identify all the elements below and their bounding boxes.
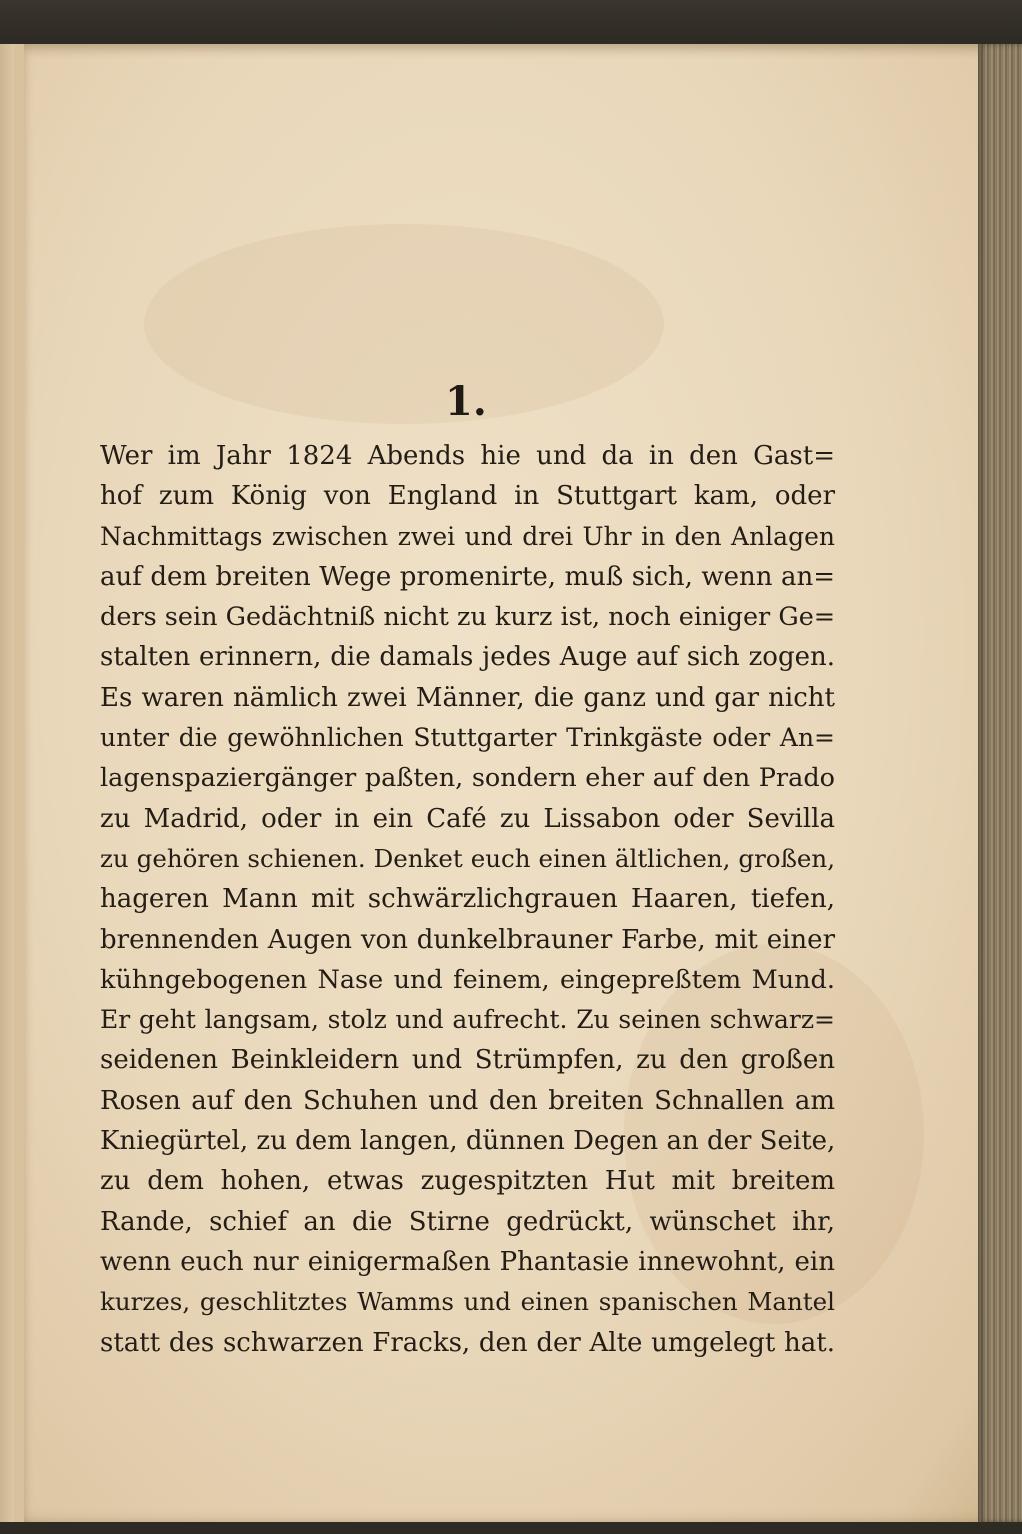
text-line: ders sein Gedächtniß nicht zu kurz ist, noch einiger Ge= <box>100 602 836 633</box>
text-line: hageren Mann mit schwärzlichgrauen Haaren, tiefen, <box>100 884 835 915</box>
text-line: Rosen auf den Schuhen und den breiten Schnallen am <box>100 1085 835 1116</box>
text-line: Es waren nämlich zwei Männer, die ganz und gar nicht <box>100 682 835 713</box>
text-line: stalten erinnern, die damals jedes Auge auf sich zogen. <box>100 642 835 673</box>
text-line: wenn euch nur einigermaßen Phantasie innewohnt, ein <box>100 1246 835 1277</box>
text-line: Rande, schief an die Stirne gedrückt, wünschet ihr, <box>100 1206 835 1237</box>
text-line: unter die gewöhnlichen Stuttgarter Trinkgäste oder An= <box>100 723 835 753</box>
text-line: brennenden Augen von dunkelbrauner Farbe, mit einer <box>100 924 835 955</box>
text-line: Nachmittags zwischen zwei und drei Uhr in den Anlagen <box>100 521 835 551</box>
text-line: lagenspaziergänger paßten, sondern eher auf den Prado <box>100 763 835 794</box>
body-paragraph <box>100 436 835 1363</box>
text-line: kühngebogenen Nase und feinem, eingepreßtem Mund. <box>100 964 835 995</box>
page-stack-edge <box>978 44 1022 1522</box>
text-line: seidenen Beinkleidern und Strümpfen, zu den großen <box>100 1045 835 1076</box>
text-line: zu Madrid, oder in ein Café zu Lissabon oder Sevilla <box>100 803 835 834</box>
text-line: Kniegürtel, zu dem langen, dünnen Degen an der Seite, <box>100 1126 836 1157</box>
text-line: Er geht langsam, stolz und aufrecht. Zu seinen schwarz= <box>100 1005 835 1035</box>
paper-stain <box>144 224 664 424</box>
text-line: hof zum König von England in Stuttgart kam, oder <box>100 481 835 512</box>
text-line: zu gehören schienen. Denket euch einen ältlichen, großen, <box>100 843 835 873</box>
text-line: kurzes, geschlitztes Wamms und einen spanischen Mantel <box>100 1287 835 1317</box>
text-line: auf dem breiten Wege promenirte, muß sich, wenn an= <box>100 561 835 592</box>
text-line: zu dem hohen, etwas zugespitzten Hut mit breitem <box>100 1166 835 1197</box>
text-line: Wer im Jahr 1824 Abends hie und da in den Gast= <box>100 441 835 471</box>
chapter-number: 1. <box>445 378 487 425</box>
text-line: statt des schwarzen Fracks, den der Alte umgelegt hat. <box>100 1327 835 1358</box>
